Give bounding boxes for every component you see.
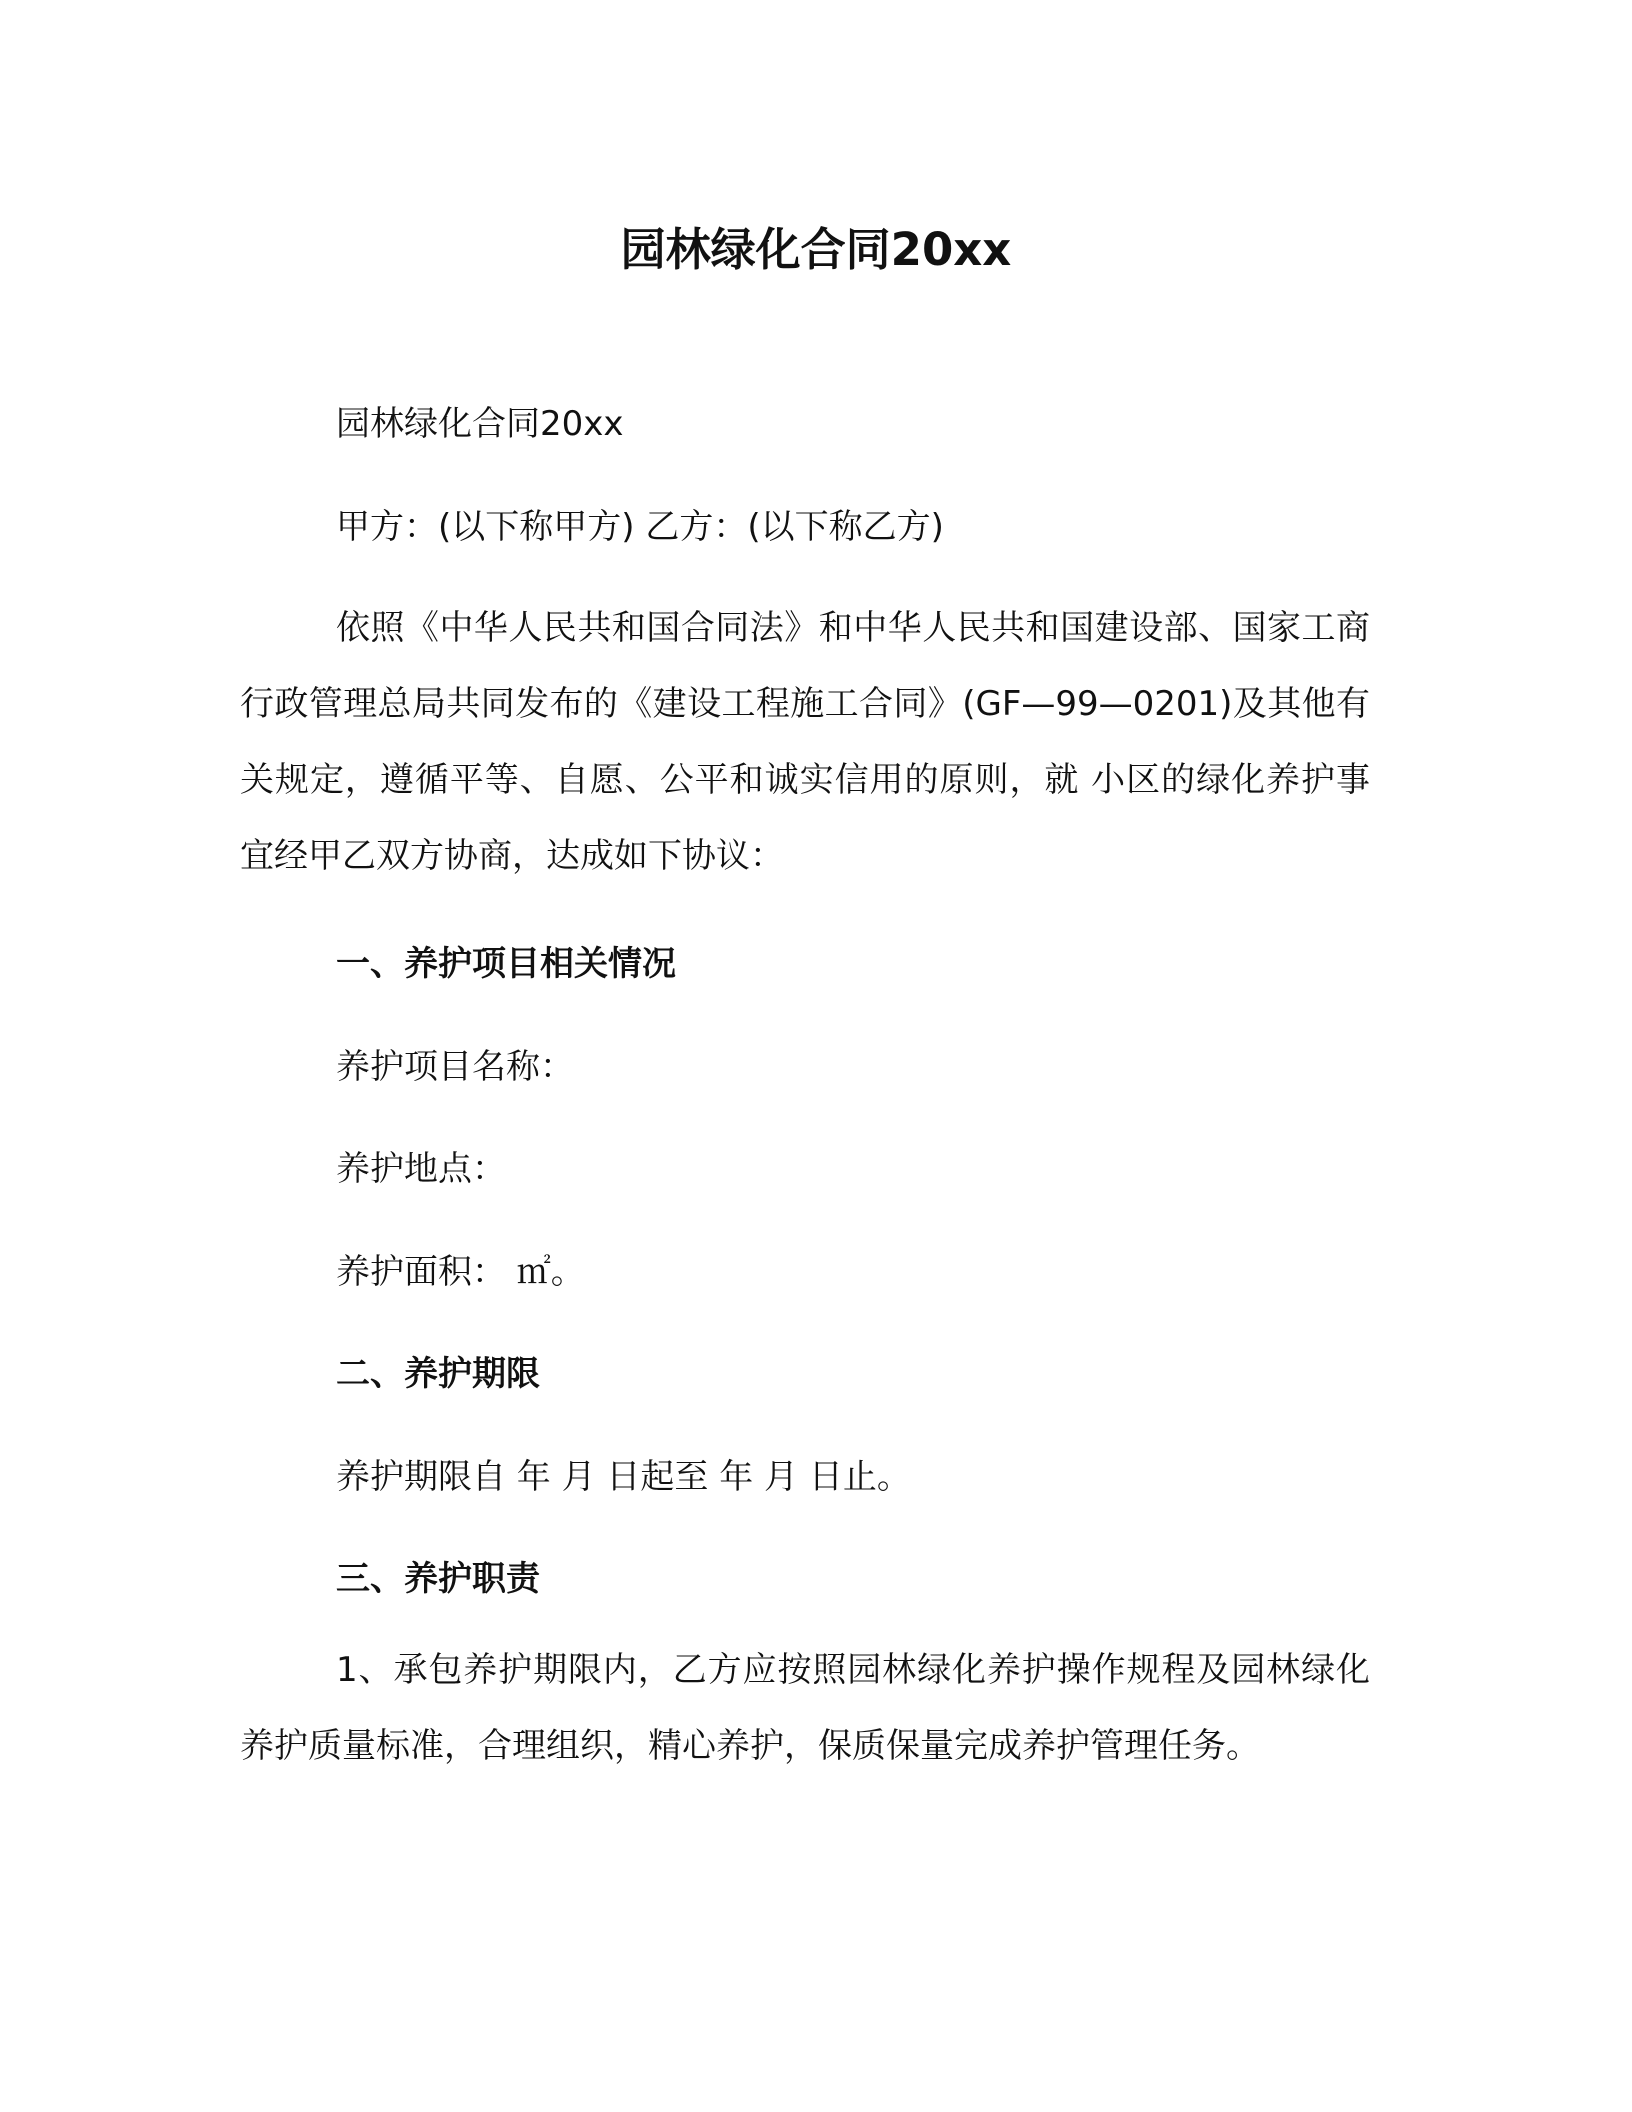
project-location-field: 养护地点： [336,1149,506,1189]
section-heading-1: 一、养护项目相关情况 [336,944,676,984]
duty-item-1: 1、承包养护期限内，乙方应按照园林绿化养护操作规程及园林绿化养护质量标准，合理组织，精心养护，保质保量完成养护管理任务。 [240,1650,1370,1766]
project-area-field: 养护面积： ㎡。 [336,1252,585,1292]
section-heading-3: 三、养护职责 [336,1559,540,1599]
document-subtitle: 园林绿化合同20xx [336,404,624,444]
preamble-paragraph: 依照《中华人民共和国合同法》和中华人民共和国建设部、国家工商行政管理总局共同发布的《建设工程施工合同》(GF—99—0201)及其他有关规定，遵循平等、自愿、公平和诚实信用的原则，就 小区的绿化养护事宜经甲乙双方协商，达成如下协议： [240,608,1370,876]
project-name-field: 养护项目名称： [336,1047,574,1087]
parties-line: 甲方：(以下称甲方) 乙方：(以下称乙方) [336,507,944,547]
document-title: 园林绿化合同20xx [620,223,1012,276]
section-heading-2: 二、养护期限 [336,1354,540,1394]
term-period-line: 养护期限自 年 月 日起至 年 月 日止。 [336,1457,911,1497]
